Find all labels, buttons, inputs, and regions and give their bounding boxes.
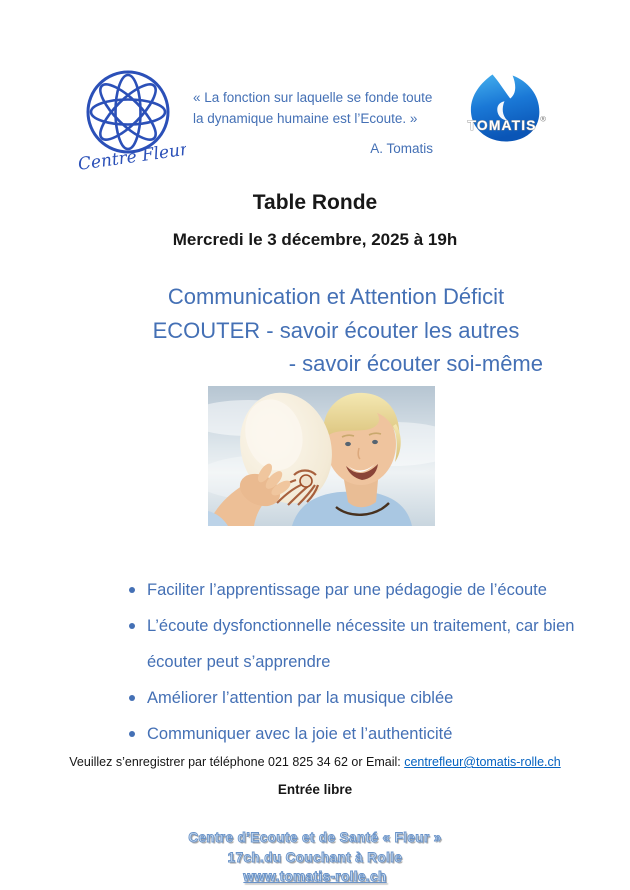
heading-line-1: Communication et Attention Déficit: [167, 284, 505, 309]
registration-line: [0, 755, 630, 769]
tomatis-logo: [461, 69, 547, 147]
list-item: Améliorer l’attention par la musique ciblée: [126, 680, 584, 716]
header-quote: [193, 87, 441, 156]
centre-fleur-script-label: Centre Fleur: [76, 139, 186, 172]
list-item: L’écoute dysfonctionnelle nécessite un traitement, car bien écouter peut s’apprendre: [126, 608, 584, 680]
quote-line-1: « La fonction sur laquelle se fonde toute: [193, 90, 433, 105]
quote-attribution: A. Tomatis: [370, 141, 433, 156]
page-title: Table Ronde: [252, 191, 378, 214]
event-heading: [125, 280, 547, 381]
list-item: Faciliter l’apprentissage par une pédagogie de l’écoute: [126, 572, 584, 608]
centre-fleur-logo: [74, 68, 186, 172]
tomatis-drop-icon: [461, 69, 547, 147]
photo-boy-with-shell: [208, 386, 435, 526]
footer-address: [0, 828, 630, 887]
benefits-list: [126, 572, 584, 752]
list-item: Communiquer avec la joie et l’authenticité: [126, 716, 584, 752]
heading-line-3: - savoir écouter soi-même: [288, 351, 543, 376]
tomatis-wordmark: TOMATIS: [467, 116, 537, 133]
heading-line-2: ECOUTER - savoir écouter les autres: [152, 317, 520, 343]
centre-fleur-rosette-icon: [74, 68, 186, 172]
registered-mark: ®: [540, 114, 546, 124]
event-date: Mercredi le 3 décembre, 2025 à 19h: [172, 230, 458, 249]
website-link[interactable]: www.tomatis-rolle.ch: [243, 869, 387, 884]
footer-street: 17ch.du Couchant à Rolle: [227, 849, 403, 865]
footer-center-name: Centre d’Ecoute et de Santé « Fleur »: [188, 830, 442, 845]
entry-free-label: Entrée libre: [277, 782, 353, 797]
registration-text: Veuillez s’enregistrer par téléphone 021 825 34 62 or Email:: [69, 755, 405, 769]
quote-line-2: la dynamique humaine est l’Ecoute. »: [193, 111, 418, 126]
email-link[interactable]: centrefleur@tomatis-rolle.ch: [404, 755, 561, 769]
